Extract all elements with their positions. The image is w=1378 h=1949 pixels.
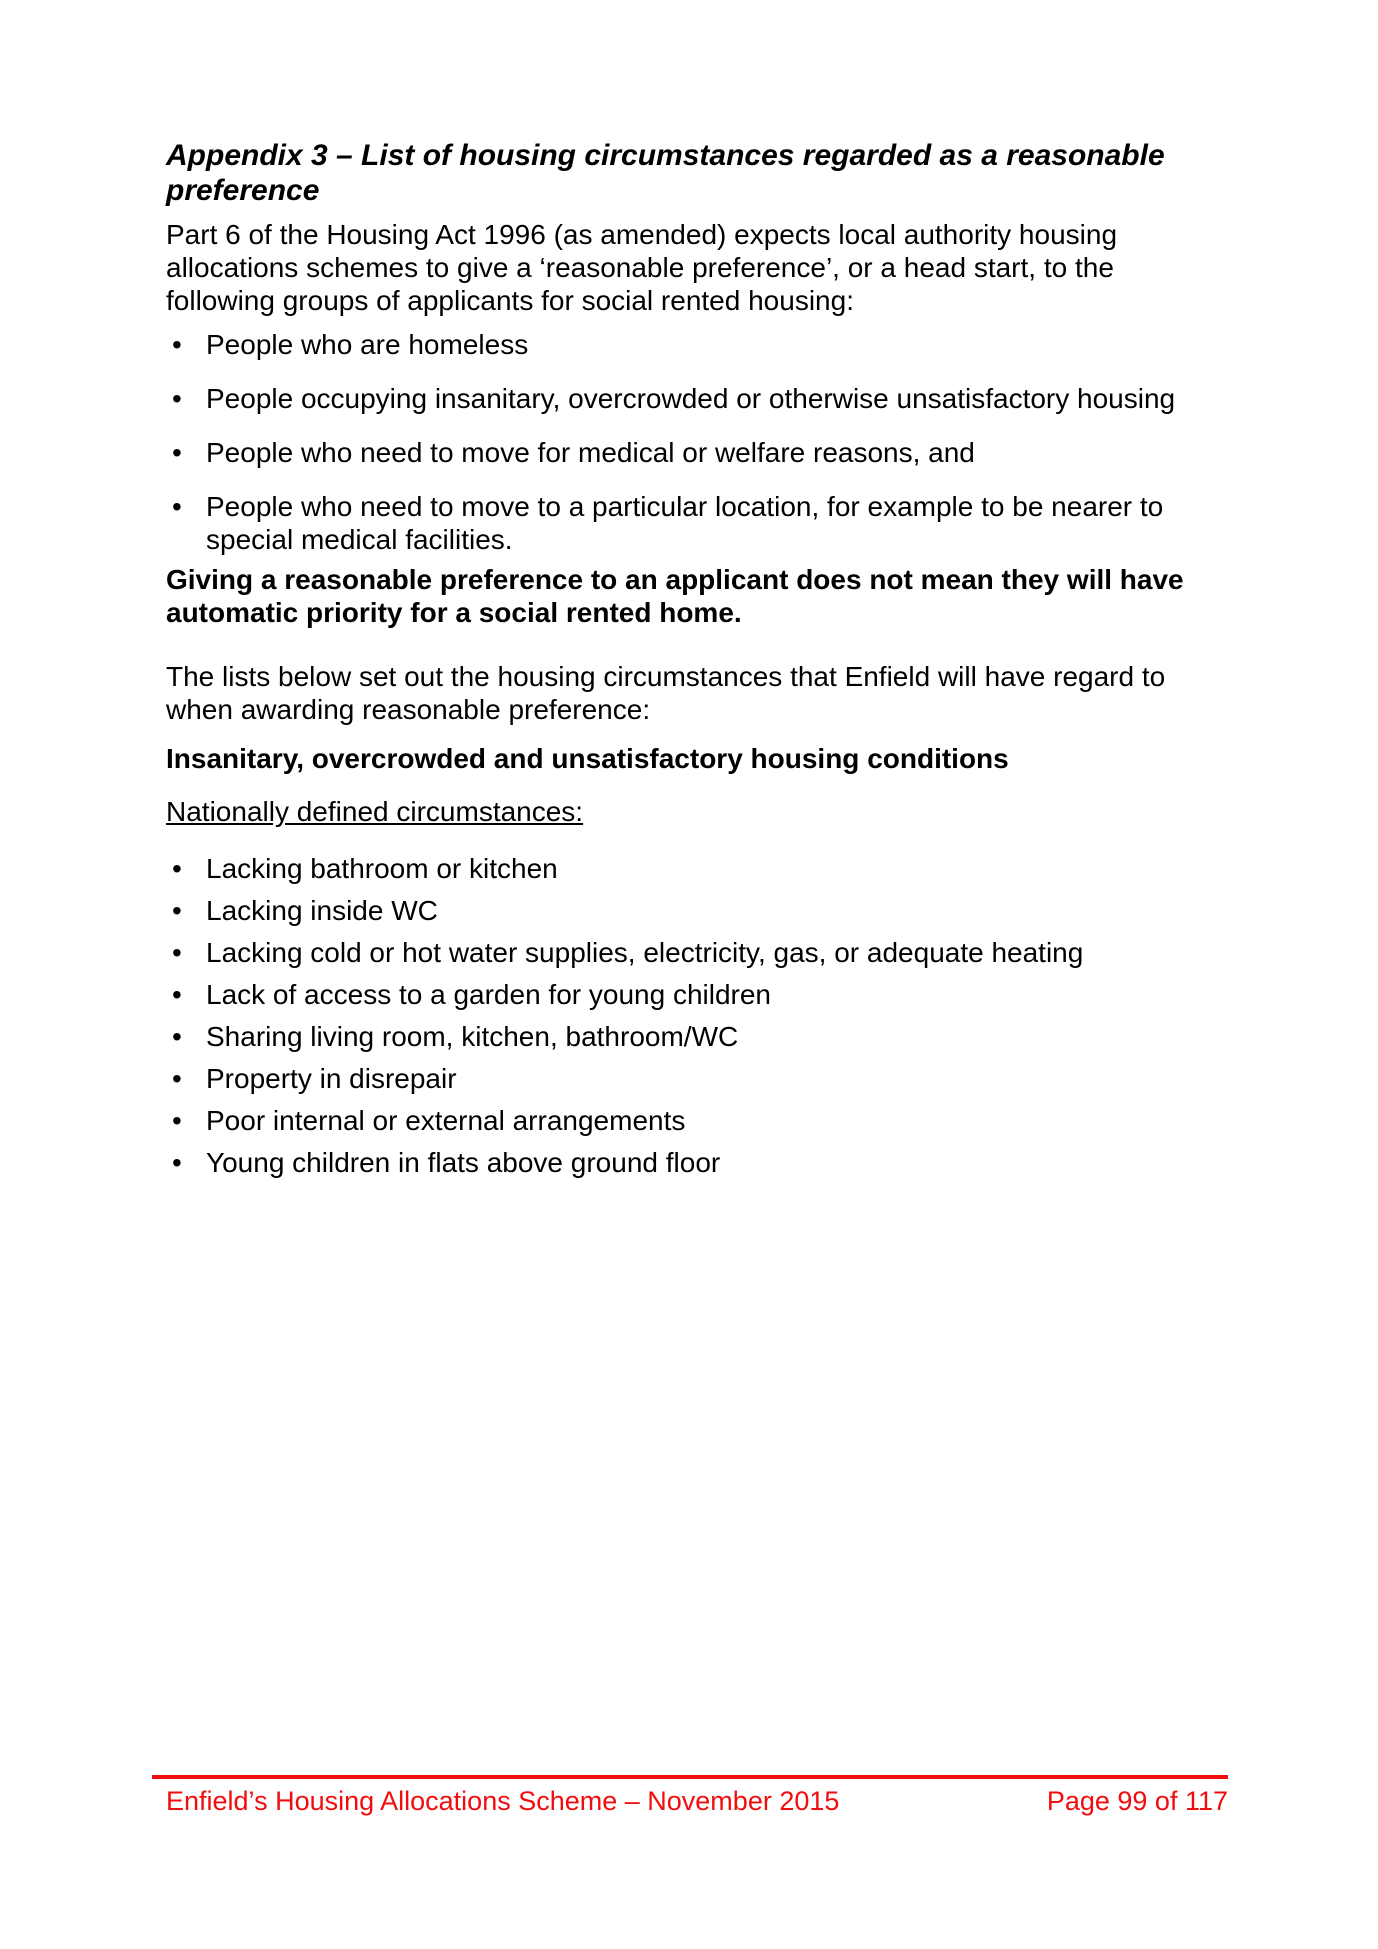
list-item-text: People occupying insanitary, overcrowded or otherwise unsatisfactory housing: [206, 383, 1176, 414]
list-item-text: Lacking bathroom or kitchen: [206, 853, 558, 884]
list-item-text: Lack of access to a garden for young children: [206, 979, 772, 1010]
list-item: [166, 382, 1228, 415]
list-item-text: People who are homeless: [206, 329, 529, 360]
nationally-defined-circumstances-list: [166, 852, 1228, 1179]
intro-paragraph: Part 6 of the Housing Act 1996 (as amended) expects local authority housing allocations schemes to give a ‘reasonable preference’, or a head start, to the following groups of applicants for social rented housing:: [166, 219, 1118, 316]
bullet-icon: •: [172, 895, 182, 926]
subsection-heading-nationally-defined: Nationally defined circumstances:: [166, 796, 584, 827]
bullet-icon: •: [172, 937, 182, 968]
list-item-text: People who need to move to a particular location, for example to be nearer to special medical facilities.: [206, 491, 1164, 555]
list-item-text: Young children in flats above ground floor: [206, 1147, 721, 1178]
section-heading-insanitary-housing: Insanitary, overcrowded and unsatisfactory housing conditions: [166, 743, 1009, 774]
list-item: [166, 978, 1228, 1011]
list-item-text: Lacking inside WC: [206, 895, 438, 926]
bullet-icon: •: [172, 853, 182, 884]
bullet-icon: •: [172, 1021, 182, 1052]
footer-document-title: Enfield’s Housing Allocations Scheme – November 2015: [166, 1786, 840, 1816]
list-item-text: Property in disrepair: [206, 1063, 457, 1094]
list-item: [166, 490, 1228, 556]
list-item-text: Sharing living room, kitchen, bathroom/WC: [206, 1021, 739, 1052]
list-item: [166, 936, 1228, 969]
list-item: [166, 1146, 1228, 1179]
list-item: [166, 1104, 1228, 1137]
list-item: [166, 328, 1228, 361]
bullet-icon: •: [172, 979, 182, 1010]
list-item-text: People who need to move for medical or welfare reasons, and: [206, 437, 975, 468]
reasonable-preference-note: Giving a reasonable preference to an applicant does not mean they will have automatic priority for a social rented home.: [166, 564, 1184, 628]
list-item: [166, 852, 1228, 885]
footer-divider-line: [152, 1775, 1228, 1779]
page-footer: [152, 1775, 1228, 1817]
footer-text-row: [152, 1785, 1228, 1817]
list-item: [166, 436, 1228, 469]
page-title: Appendix 3 – List of housing circumstances regarded as a reasonable preference: [166, 139, 1165, 207]
bullet-icon: •: [172, 383, 182, 414]
bullet-icon: •: [172, 329, 182, 360]
bullet-icon: •: [172, 1063, 182, 1094]
list-item: [166, 1062, 1228, 1095]
list-item: [166, 1020, 1228, 1053]
bullet-icon: •: [172, 1105, 182, 1136]
list-item-text: Poor internal or external arrangements: [206, 1105, 686, 1136]
bullet-icon: •: [172, 1147, 182, 1178]
list-item: [166, 894, 1228, 927]
bullet-icon: •: [172, 437, 182, 468]
bullet-icon: •: [172, 491, 182, 522]
preference-groups-list: [166, 328, 1228, 556]
footer-page-number: Page 99 of 117: [1046, 1786, 1228, 1816]
list-item-text: Lacking cold or hot water supplies, electricity, gas, or adequate heating: [206, 937, 1084, 968]
lists-intro-paragraph: The lists below set out the housing circumstances that Enfield will have regard to when awarding reasonable preference:: [166, 661, 1166, 725]
